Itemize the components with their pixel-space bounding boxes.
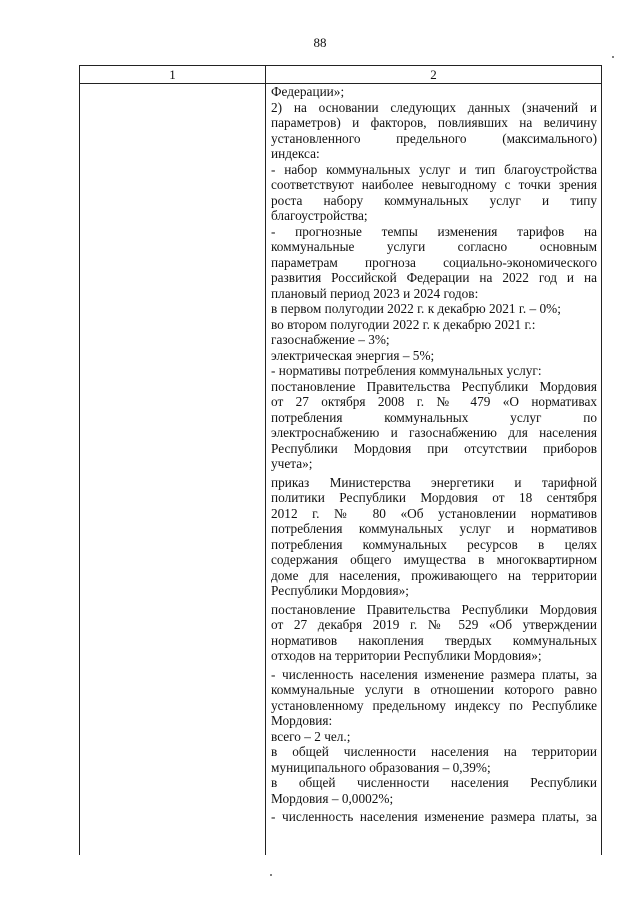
text-line: потребления коммунальных ресурсов в целях	[271, 536, 597, 552]
text-line: благоустройства;	[271, 208, 368, 223]
text-line: - набор коммунальных услуг и тип благоустройства	[271, 161, 597, 177]
text-line: доме для населения, проживающего на территории	[271, 567, 597, 583]
text-line: потребления коммунальных услуг и нормативов	[271, 521, 597, 536]
text-line: - нормативы потребления коммунальных услуг:	[271, 363, 542, 378]
text-line: - численность населения изменение размера платы, за	[271, 666, 597, 682]
document-table	[79, 65, 602, 855]
column-header-2: 2	[430, 67, 437, 82]
text-line: постановление Правительства Республики Мордовия	[271, 601, 597, 617]
text-line: параметрам прогноза социально-экономического	[271, 254, 597, 270]
paragraph	[271, 84, 597, 472]
text-line: постановление Правительства Республики Мордовия	[271, 378, 597, 394]
text-line: роста набору коммунальных услуг и типу	[271, 192, 597, 208]
text-line: содержания общего имущества в многоквартирном	[271, 552, 597, 567]
scan-speck	[612, 56, 614, 58]
text-line: нормативов накопления твердых коммунальных	[271, 632, 597, 648]
text-line: потребления коммунальных услуг по	[271, 409, 597, 425]
paragraph	[271, 667, 597, 807]
table-body-row	[80, 84, 601, 855]
text-line: Мордовия:	[271, 713, 333, 728]
text-line: установленного предельного (максимального)	[271, 130, 597, 146]
text-line: приказ Министерства энергетики и тарифной	[271, 474, 597, 490]
text-line: Республики Мордовия при отсутствии приборов	[271, 440, 597, 456]
text-line: от 27 декабря 2019 г. № 529 «Об утверждении	[271, 617, 597, 632]
text-line: муниципального образования – 0,39%;	[271, 759, 491, 775]
text-line: от 27 октября 2008 г. № 479 «О нормативах	[271, 394, 597, 409]
text-line: параметров) и факторов, повлиявших на величину	[271, 115, 597, 130]
text-line: - прогнозные темпы изменения тарифов на	[271, 223, 597, 239]
text-line: Мордовия – 0,0002%;	[271, 790, 394, 806]
text-line: коммунальные услуги в отношении которого равно	[271, 682, 597, 697]
column-2-cell	[266, 84, 601, 855]
column-header-1: 1	[80, 66, 266, 83]
text-line: во втором полугодии 2022 г. к декабрю 2021 г.:	[271, 316, 536, 332]
table-header-row	[80, 66, 601, 84]
text-line: в первом полугодии 2022 г. к декабрю 2021 г. – 0%;	[271, 301, 561, 316]
text-line: газоснабжение – 3%;	[271, 332, 390, 347]
text-line: всего – 2 чел.;	[271, 728, 351, 744]
text-line: коммунальные услуги согласно основным	[271, 239, 597, 254]
text-line: 2) на основании следующих данных (значений и	[271, 99, 597, 115]
text-line: развития Российской Федерации на 2022 год и на	[271, 270, 597, 285]
text-line: электроснабжению и газоснабжению для населения	[271, 425, 597, 440]
text-line: учета»;	[271, 456, 313, 471]
text-line: в общей численности населения на территории	[271, 744, 597, 759]
text-line: индекса:	[271, 146, 320, 161]
text-line: плановый период 2023 и 2024 годов:	[271, 285, 479, 301]
text-line: - численность населения изменение размера платы, за	[271, 809, 597, 824]
text-line: 2012 г. № 80 «Об установлении нормативов	[271, 505, 597, 521]
text-line: отходов на территории Республики Мордовия»;	[271, 648, 542, 663]
text-line: электрическая энергия – 5%;	[271, 347, 435, 363]
paragraph	[271, 809, 597, 825]
text-line: Федерации»;	[271, 84, 345, 99]
scan-speck	[270, 874, 272, 876]
text-line: установленному предельному индексу по Республике	[271, 697, 597, 713]
column-1-cell	[80, 84, 266, 855]
paragraph	[271, 475, 597, 599]
text-line: политики Республики Мордовия от 18 сентября	[271, 490, 597, 505]
text-line: соответствуют наиболее невыгодному с точки зрения	[271, 177, 597, 192]
page-number: 88	[313, 35, 327, 50]
text-line: в общей численности населения Республики	[271, 775, 597, 790]
text-line: Республики Мордовия»;	[271, 583, 409, 598]
paragraph	[271, 602, 597, 664]
